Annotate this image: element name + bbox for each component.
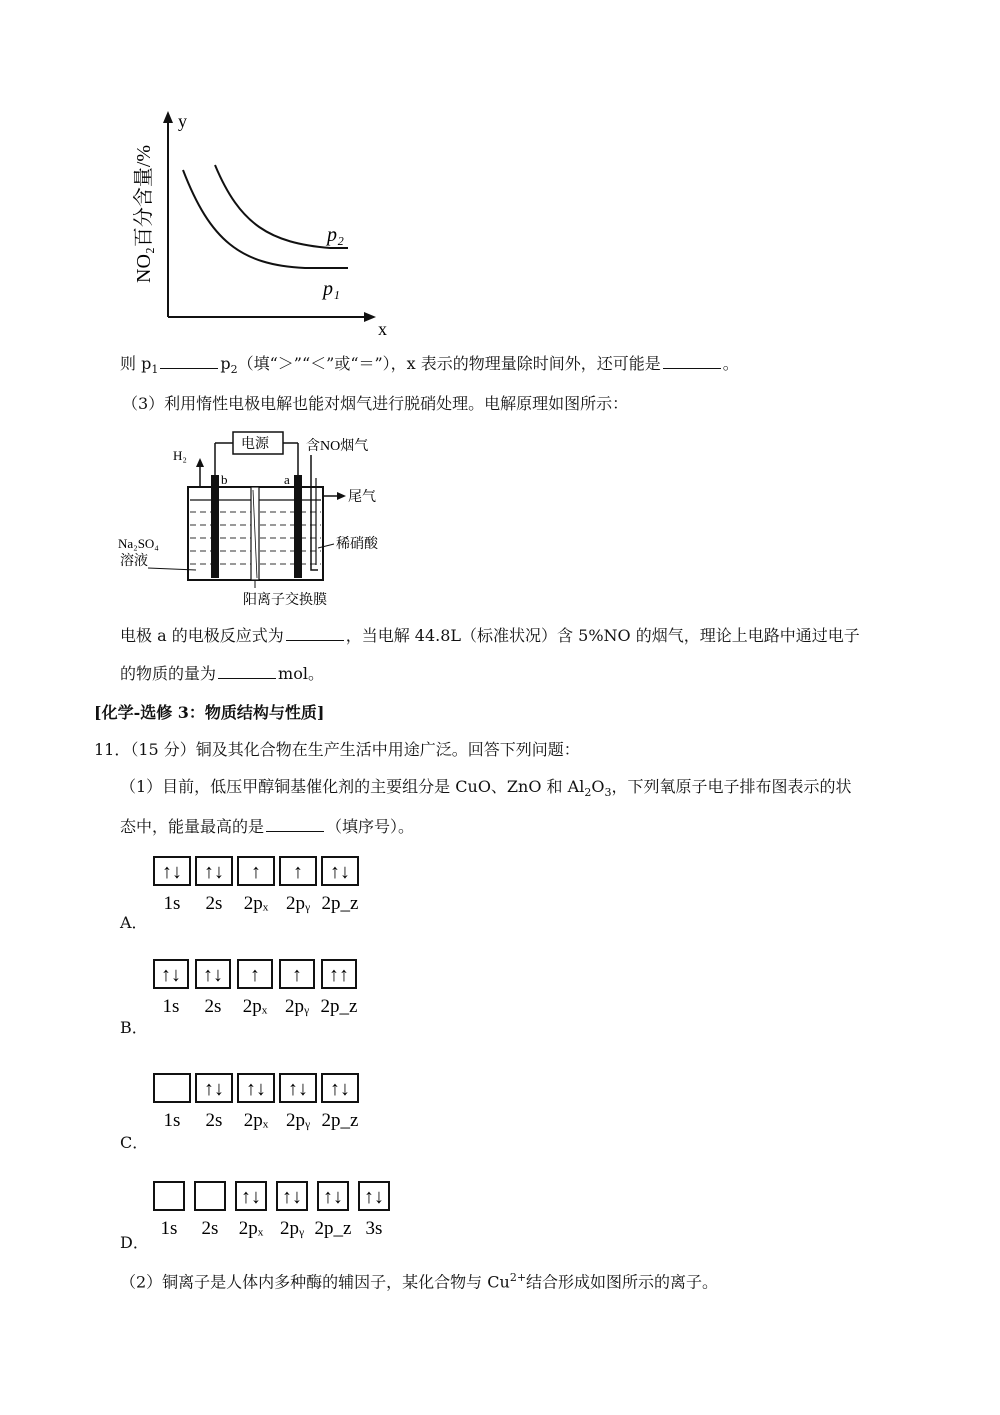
electron-arrows: ↑ bbox=[251, 861, 261, 883]
electron-arrows: ↑ bbox=[292, 964, 302, 986]
label-p1: p₁ bbox=[323, 278, 340, 300]
dilute-nitric-acid-label: 稀硝酸 bbox=[336, 537, 378, 552]
electron-arrows: ↑↓ bbox=[204, 1078, 224, 1100]
orbital-box bbox=[154, 1182, 184, 1210]
orbital-label: 2p_z bbox=[321, 1110, 359, 1131]
electron-arrows: ↑↓ bbox=[282, 1186, 302, 1208]
orbital-label: 2pₓ bbox=[242, 996, 268, 1017]
electron-arrows: ↑↓ bbox=[203, 964, 223, 986]
answer-blank-p-compare[interactable] bbox=[160, 354, 218, 369]
orbital-box bbox=[154, 1074, 190, 1102]
orbital-label: 2s bbox=[205, 893, 223, 914]
h2-label: H₂ bbox=[173, 448, 187, 463]
solution-label: 溶液 bbox=[120, 554, 148, 569]
x-symbol: x bbox=[378, 319, 387, 339]
orbital-label: 1s bbox=[163, 1110, 181, 1131]
q3-intro: （3）利用惰性电极电解也能对烟气进行脱硝处理。电解原理如图所示： bbox=[122, 394, 629, 413]
orbital-label: 2pₓ bbox=[243, 893, 269, 914]
orbital-label: 2pᵧ bbox=[284, 996, 310, 1017]
orbital-label: 2pₓ bbox=[243, 1110, 269, 1131]
q2-fill-line: 则 $p_1$ $p_2$（填“＞”“＜”或“＝”），x 表示的物理量除时间外，还可能是 。 bbox=[120, 354, 739, 377]
orbital-label: 2pᵧ bbox=[285, 1110, 311, 1131]
answer-blank-highest-energy[interactable] bbox=[266, 817, 324, 832]
electron-arrows: ↑↓ bbox=[246, 1078, 266, 1100]
na2so4-label: Na₂SO₄ bbox=[118, 536, 159, 551]
orbital-label: 2pᵧ bbox=[279, 1218, 305, 1239]
q11-part1-line1: （1）目前，低压甲醇铜基催化剂的主要组分是 CuO、ZnO 和 $Al_2O_3$，下列氧原子电子排布图表示的状 bbox=[120, 777, 852, 800]
label-p2: p₂ bbox=[327, 224, 344, 246]
no-flue-gas-label: 含NO烟气 bbox=[306, 439, 369, 454]
section-title: [化学-选修 3：物质结构与性质] bbox=[94, 703, 325, 722]
power-supply-label: 电源 bbox=[241, 437, 269, 452]
orbital-diagram bbox=[152, 1072, 372, 1134]
electron-arrows: ↑ bbox=[250, 964, 260, 986]
no2-pressure-graph bbox=[120, 105, 400, 340]
orbital-label: 2pₓ bbox=[238, 1218, 264, 1239]
electron-arrows: ↑ bbox=[293, 861, 303, 883]
q3-question-line2: 的物质的量为 mol。 bbox=[120, 664, 324, 683]
electron-arrows: ↑↓ bbox=[161, 964, 181, 986]
electron-arrows: ↑↓ bbox=[364, 1186, 384, 1208]
orbital-label: 1s bbox=[162, 996, 180, 1017]
q11-header: 11．（15 分）铜及其化合物在生产生活中用途广泛。回答下列问题： bbox=[94, 740, 580, 759]
y-axis-arrow bbox=[163, 111, 173, 123]
x-axis-arrow bbox=[364, 312, 376, 322]
curve-p1 bbox=[183, 170, 348, 268]
orbital-box bbox=[195, 1182, 225, 1210]
orbital-label: 1s bbox=[160, 1218, 178, 1239]
q11-part1-line2: 态中，能量最高的是 （填序号）。 bbox=[120, 817, 415, 836]
q11-part2: （2）铜离子是人体内多种酶的辅因子，某化合物与 $Cu^{2+}$结合形成如图所示的离子。 bbox=[120, 1271, 719, 1292]
option-label[interactable]: A． bbox=[120, 913, 148, 932]
svg-text:a: a bbox=[284, 472, 290, 487]
electrode-a bbox=[294, 475, 302, 578]
electron-arrows: ↑↓ bbox=[241, 1186, 261, 1208]
electrolysis-cell-diagram bbox=[118, 430, 398, 610]
orbital-label: 2s bbox=[201, 1218, 219, 1239]
orbital-label: 2s bbox=[204, 996, 222, 1017]
y-axis-label: NO₂百分含量/% bbox=[133, 144, 155, 283]
electron-arrows: ↑↓ bbox=[162, 861, 182, 883]
electron-arrows: ↑↓ bbox=[323, 1186, 343, 1208]
electron-arrows: ↑↑ bbox=[329, 964, 349, 986]
orbital-label: 2p_z bbox=[321, 893, 359, 914]
answer-blank-electron-mol[interactable] bbox=[218, 664, 276, 679]
orbital-diagram bbox=[152, 958, 372, 1020]
electron-arrows: ↑↓ bbox=[288, 1078, 308, 1100]
q3-question-line1: 电极 a 的电极反应式为 ，当电解 44.8L（标准状况）含 5%NO 的烟气，理论上电路中通过电子 bbox=[120, 626, 860, 645]
option-label[interactable]: B． bbox=[120, 1018, 148, 1037]
option-label[interactable]: C． bbox=[120, 1133, 149, 1152]
electrode-b bbox=[211, 475, 219, 578]
orbital-diagram bbox=[152, 855, 372, 917]
electron-arrows: ↑↓ bbox=[330, 861, 350, 883]
membrane-label: 阳离子交换膜 bbox=[243, 593, 327, 608]
svg-text:b: b bbox=[221, 472, 228, 487]
answer-blank-x-quantity[interactable] bbox=[663, 354, 721, 369]
orbital-label: 3s bbox=[365, 1218, 383, 1239]
orbital-label: 2pᵧ bbox=[285, 893, 311, 914]
orbital-diagram bbox=[152, 1180, 408, 1242]
orbital-label: 2s bbox=[205, 1110, 223, 1131]
electron-arrows: ↑↓ bbox=[330, 1078, 350, 1100]
orbital-label: 2p_z bbox=[320, 996, 358, 1017]
orbital-label: 1s bbox=[163, 893, 181, 914]
exhaust-label: 尾气 bbox=[348, 490, 376, 505]
orbital-label: 2p_z bbox=[314, 1218, 352, 1239]
answer-blank-electrode-reaction[interactable] bbox=[286, 626, 344, 641]
option-label[interactable]: D． bbox=[120, 1233, 149, 1252]
electron-arrows: ↑↓ bbox=[204, 861, 224, 883]
y-symbol: y bbox=[178, 111, 187, 131]
